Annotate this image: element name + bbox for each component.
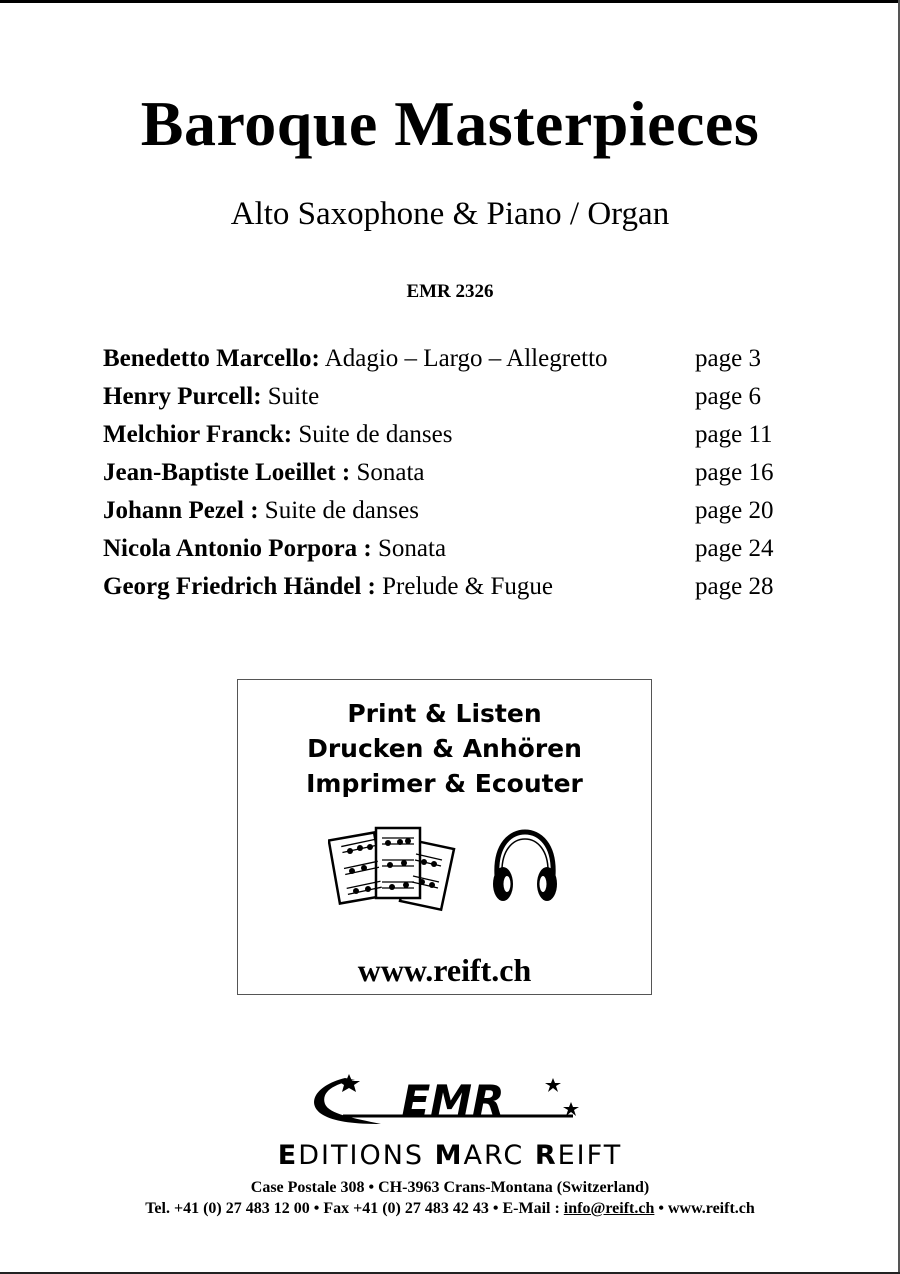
contents-entry	[103, 535, 446, 563]
contents-row	[103, 573, 803, 611]
page-title: Baroque Masterpieces	[140, 88, 760, 159]
work-title: Prelude & Fugue	[382, 573, 553, 600]
page-reference: page 3	[695, 345, 761, 372]
contact-line	[0, 1201, 900, 1217]
promo-line-german: Drucken & Anhören	[307, 734, 582, 763]
work-title: Suite de danses	[264, 497, 419, 524]
publisher-initial-r: R	[534, 1140, 558, 1171]
emr-logo-icon	[303, 1072, 583, 1132]
publisher-word-marc: ARC	[463, 1140, 535, 1171]
headphones-icon	[489, 828, 561, 908]
work-title: Adagio – Largo – Allegretto	[324, 345, 608, 372]
publisher-word-editions: DITIONS	[298, 1140, 435, 1171]
promo-line-english: Print & Listen	[347, 699, 542, 728]
contents-entry	[103, 345, 608, 373]
composer-name: Jean-Baptiste Loeillet :	[103, 459, 351, 486]
promo-url[interactable]: www.reift.ch	[357, 952, 532, 988]
page-reference: page 24	[695, 535, 774, 562]
page-reference: page 28	[695, 573, 774, 600]
page-reference: page 6	[695, 383, 761, 410]
promo-line-french: Imprimer & Ecouter	[306, 769, 583, 798]
composer-name: Melchior Franck:	[103, 421, 293, 448]
page-reference: page 11	[695, 421, 773, 448]
contents-entry	[103, 421, 452, 449]
work-title: Sonata	[356, 459, 425, 486]
publisher-initial-e: E	[277, 1140, 299, 1171]
contents-row	[103, 535, 803, 573]
composer-name: Georg Friedrich Händel :	[103, 573, 376, 600]
contents-entry	[103, 459, 424, 487]
phone-fax: Tel. +41 (0) 27 483 12 00 • Fax +41 (0) 27 483 42 43 • E-Mail :	[145, 1200, 560, 1217]
postal-address: Case Postale 308 • CH-3963 Crans-Montana (Switzerland)	[250, 1179, 650, 1196]
composer-name: Nicola Antonio Porpora :	[103, 535, 372, 562]
contents-row	[103, 459, 803, 497]
work-title: Sonata	[378, 535, 447, 562]
top-edge	[0, 0, 900, 3]
contents-entry	[103, 573, 553, 601]
contents-row	[103, 421, 803, 459]
publisher-name	[0, 1142, 900, 1169]
contents-row	[103, 497, 803, 535]
page-reference: page 16	[695, 459, 774, 486]
print-and-listen-box	[237, 679, 652, 995]
publisher-initial-m: M	[434, 1140, 464, 1171]
work-title: Suite	[267, 383, 320, 410]
composer-name: Benedetto Marcello:	[103, 345, 320, 372]
work-title: Suite de danses	[298, 421, 453, 448]
composer-name: Henry Purcell:	[103, 383, 262, 410]
composer-name: Johann Pezel :	[103, 497, 259, 524]
catalog-number: EMR 2326	[406, 281, 494, 302]
page-reference: page 20	[695, 497, 774, 524]
email-link[interactable]: info@reift.ch	[563, 1200, 655, 1217]
contents-entry	[103, 497, 419, 525]
emr-logo-text: EMR	[401, 1076, 505, 1125]
sheet-music-icon	[328, 822, 458, 914]
website-link[interactable]: • www.reift.ch	[654, 1200, 755, 1217]
contents-row	[103, 383, 803, 421]
contents-row	[103, 345, 803, 383]
contents-entry	[103, 383, 319, 411]
table-of-contents	[103, 345, 803, 611]
publisher-word-reift: EIFT	[557, 1140, 623, 1171]
instrumentation-subtitle: Alto Saxophone & Piano / Organ	[230, 196, 670, 232]
